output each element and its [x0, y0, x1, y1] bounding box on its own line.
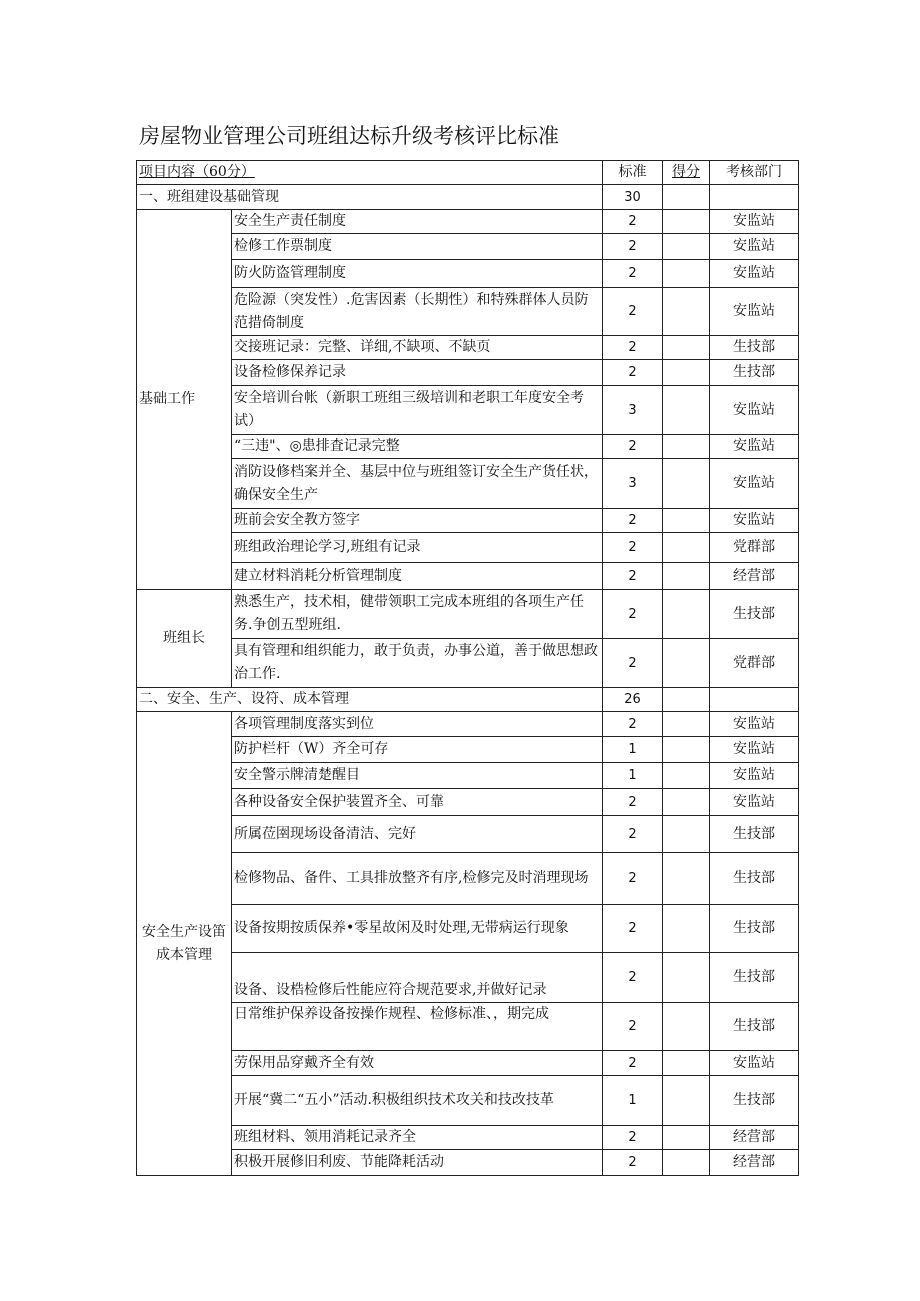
item-cell: 班前会安全教方签字	[232, 509, 603, 533]
standard-cell: 2	[603, 288, 663, 336]
section1-standard: 30	[603, 185, 663, 210]
standard-cell: 1	[603, 737, 663, 763]
dept-cell: 经营部	[710, 1126, 799, 1150]
item-cell: 安全培训台帐（新职工班组三级培训和老职工年度安全考试）	[232, 386, 603, 435]
table-row	[137, 336, 799, 360]
table-row	[137, 816, 799, 853]
item-cell: 检修物品、备件、工具排放整齐有序,检修完及时消理现场	[232, 853, 603, 905]
score-cell	[663, 435, 710, 459]
table-row	[137, 360, 799, 386]
score-cell	[663, 288, 710, 336]
dept-cell: 安监站	[710, 763, 799, 789]
dept-cell: 党群部	[710, 639, 799, 688]
dept-cell: 生技部	[710, 360, 799, 386]
dept-cell: 党群部	[710, 533, 799, 563]
dept-cell: 生技部	[710, 1003, 799, 1051]
standard-cell: 2	[603, 509, 663, 533]
score-cell	[663, 210, 710, 234]
table-row	[137, 459, 799, 509]
item-cell: 检修工作票制度	[232, 234, 603, 260]
score-cell	[663, 816, 710, 853]
section-row	[137, 688, 799, 712]
item-cell: 班组材料、领用消耗记录齐全	[232, 1126, 603, 1150]
standard-cell: 2	[603, 1126, 663, 1150]
table-row	[137, 509, 799, 533]
item-cell: 开展“冀二“五小”活动.积极组织技术攻关和技改技革	[232, 1076, 603, 1126]
item-cell: 所属莅圉现场设备清洁、完好	[232, 816, 603, 853]
section1-title: 一、班组建设基础管现	[137, 185, 603, 210]
dept-cell: 安监站	[710, 288, 799, 336]
item-cell: 危险源（突发性）.危害因素（长期性）和特殊群体人员防范措倚制度	[232, 288, 603, 336]
standard-cell: 2	[603, 210, 663, 234]
table-row	[137, 1150, 799, 1176]
item-cell: 劳保用品穿戴齐全有效	[232, 1051, 603, 1076]
table-header-row	[137, 161, 799, 185]
standard-cell: 2	[603, 816, 663, 853]
item-cell: 安全警示牌清楚醒目	[232, 763, 603, 789]
dept-cell: 生技部	[710, 953, 799, 1003]
table-row	[137, 1076, 799, 1126]
group-label-basic-work: 基础工作	[137, 210, 232, 590]
table-row	[137, 533, 799, 563]
standard-cell: 2	[603, 260, 663, 288]
score-cell	[663, 639, 710, 688]
table-row	[137, 210, 799, 234]
score-cell	[663, 1003, 710, 1051]
standard-cell: 2	[603, 1150, 663, 1176]
table-row	[137, 234, 799, 260]
item-cell: 防护栏杆（W）齐全可存	[232, 737, 603, 763]
dept-cell: 安监站	[710, 210, 799, 234]
item-cell: 消防设修档案并全、基层中位与班组签订安全生产货任状，确保安全生产	[232, 459, 603, 509]
standard-cell: 3	[603, 386, 663, 435]
table-row	[137, 590, 799, 639]
dept-cell: 安监站	[710, 459, 799, 509]
score-cell	[663, 853, 710, 905]
standard-cell: 2	[603, 234, 663, 260]
header-score: 得分	[663, 161, 710, 185]
standard-cell: 1	[603, 763, 663, 789]
item-cell: 熟悉生产，技术相，健带领职工完成本班组的各项生产任务.争创五型班组.	[232, 590, 603, 639]
dept-cell: 安监站	[710, 712, 799, 737]
table-row	[137, 737, 799, 763]
standard-cell: 2	[603, 435, 663, 459]
table-row	[137, 639, 799, 688]
standard-cell: 2	[603, 853, 663, 905]
score-cell	[663, 533, 710, 563]
table-row	[137, 260, 799, 288]
score-cell	[663, 953, 710, 1003]
table-row	[137, 853, 799, 905]
item-cell: 安全生产责任制度	[232, 210, 603, 234]
document-title: 房屋物业管理公司班组达标升级考核评比标准	[139, 124, 559, 148]
score-cell	[663, 360, 710, 386]
score-cell	[663, 712, 710, 737]
item-cell: “三违"、◎患排査记录完整	[232, 435, 603, 459]
dept-cell: 安监站	[710, 386, 799, 435]
score-cell	[663, 688, 710, 712]
item-cell: 各项管理制度落实到位	[232, 712, 603, 737]
table-row	[137, 789, 799, 816]
score-cell	[663, 590, 710, 639]
score-cell	[663, 1126, 710, 1150]
table-row	[137, 712, 799, 737]
dept-cell: 生技部	[710, 590, 799, 639]
standard-cell: 2	[603, 639, 663, 688]
item-cell: 具有管理和组织能力，敢于负责，办事公道，善于做思想政治工作.	[232, 639, 603, 688]
score-cell	[663, 509, 710, 533]
standard-cell: 2	[603, 1003, 663, 1051]
dept-cell: 安监站	[710, 789, 799, 816]
table-row	[137, 386, 799, 435]
standard-cell: 2	[603, 533, 663, 563]
dept-cell: 经营部	[710, 1150, 799, 1176]
dept-cell	[710, 185, 799, 210]
standard-cell: 2	[603, 953, 663, 1003]
dept-cell: 生技部	[710, 905, 799, 953]
dept-cell: 经营部	[710, 563, 799, 590]
score-cell	[663, 763, 710, 789]
section-row	[137, 185, 799, 210]
score-cell	[663, 260, 710, 288]
table-row	[137, 1051, 799, 1076]
table-row	[137, 1003, 799, 1051]
score-cell	[663, 336, 710, 360]
dept-cell: 安监站	[710, 509, 799, 533]
score-cell	[663, 789, 710, 816]
score-cell	[663, 905, 710, 953]
standard-cell: 2	[603, 563, 663, 590]
score-cell	[663, 563, 710, 590]
score-cell	[663, 459, 710, 509]
item-cell: 建立材料消耗分析管理制度	[232, 563, 603, 590]
score-cell	[663, 1051, 710, 1076]
item-cell: 积极开展修旧利废、节能降耗活动	[232, 1150, 603, 1176]
dept-cell: 安监站	[710, 1051, 799, 1076]
header-department: 考核部门	[710, 161, 799, 185]
dept-cell: 生技部	[710, 816, 799, 853]
score-cell	[663, 1076, 710, 1126]
group-label-team-leader: 班组长	[137, 590, 232, 688]
score-cell	[663, 737, 710, 763]
standard-cell: 2	[603, 336, 663, 360]
item-cell: 交接班记录：完整、详细,不缺项、不缺页	[232, 336, 603, 360]
score-cell	[663, 1150, 710, 1176]
dept-cell: 生技部	[710, 853, 799, 905]
item-cell: 设备、设梏检修后性能应符合规范要求,并做好记录	[232, 953, 603, 1003]
standard-cell: 2	[603, 905, 663, 953]
assessment-table	[136, 160, 799, 1176]
dept-cell: 安监站	[710, 260, 799, 288]
standard-cell: 3	[603, 459, 663, 509]
standard-cell: 2	[603, 1051, 663, 1076]
section2-standard: 26	[603, 688, 663, 712]
item-cell: 日常维护保养设备按操作规程、检修标准、，期完成	[232, 1003, 603, 1051]
score-cell	[663, 234, 710, 260]
table-row	[137, 905, 799, 953]
dept-cell: 安监站	[710, 234, 799, 260]
header-standard: 标准	[603, 161, 663, 185]
standard-cell: 2	[603, 712, 663, 737]
dept-cell: 安监站	[710, 435, 799, 459]
dept-cell: 生技部	[710, 336, 799, 360]
table-row	[137, 435, 799, 459]
score-cell	[663, 185, 710, 210]
score-cell	[663, 386, 710, 435]
table-row	[137, 953, 799, 1003]
header-item-content: 项目内容（60分）	[137, 161, 603, 185]
group-label-safety-production: 安全生产设笛成本管理	[137, 712, 232, 1176]
table-row	[137, 563, 799, 590]
item-cell: 设备检修保养记录	[232, 360, 603, 386]
item-cell: 防火防盗管理制度	[232, 260, 603, 288]
dept-cell: 生技部	[710, 1076, 799, 1126]
item-cell: 设备按期按质保养•零星故闲及时处理,无带病运行现象	[232, 905, 603, 953]
standard-cell: 2	[603, 360, 663, 386]
standard-cell: 1	[603, 1076, 663, 1126]
section2-title: 二、安全、生产、设符、成本管理	[137, 688, 603, 712]
table-row	[137, 1126, 799, 1150]
dept-cell: 安监站	[710, 737, 799, 763]
standard-cell: 2	[603, 789, 663, 816]
table-row	[137, 288, 799, 336]
standard-cell: 2	[603, 590, 663, 639]
item-cell: 各种设备安全保护装置齐全、可靠	[232, 789, 603, 816]
table-row	[137, 763, 799, 789]
dept-cell	[710, 688, 799, 712]
item-cell: 班组政治理论学习,班组有记录	[232, 533, 603, 563]
